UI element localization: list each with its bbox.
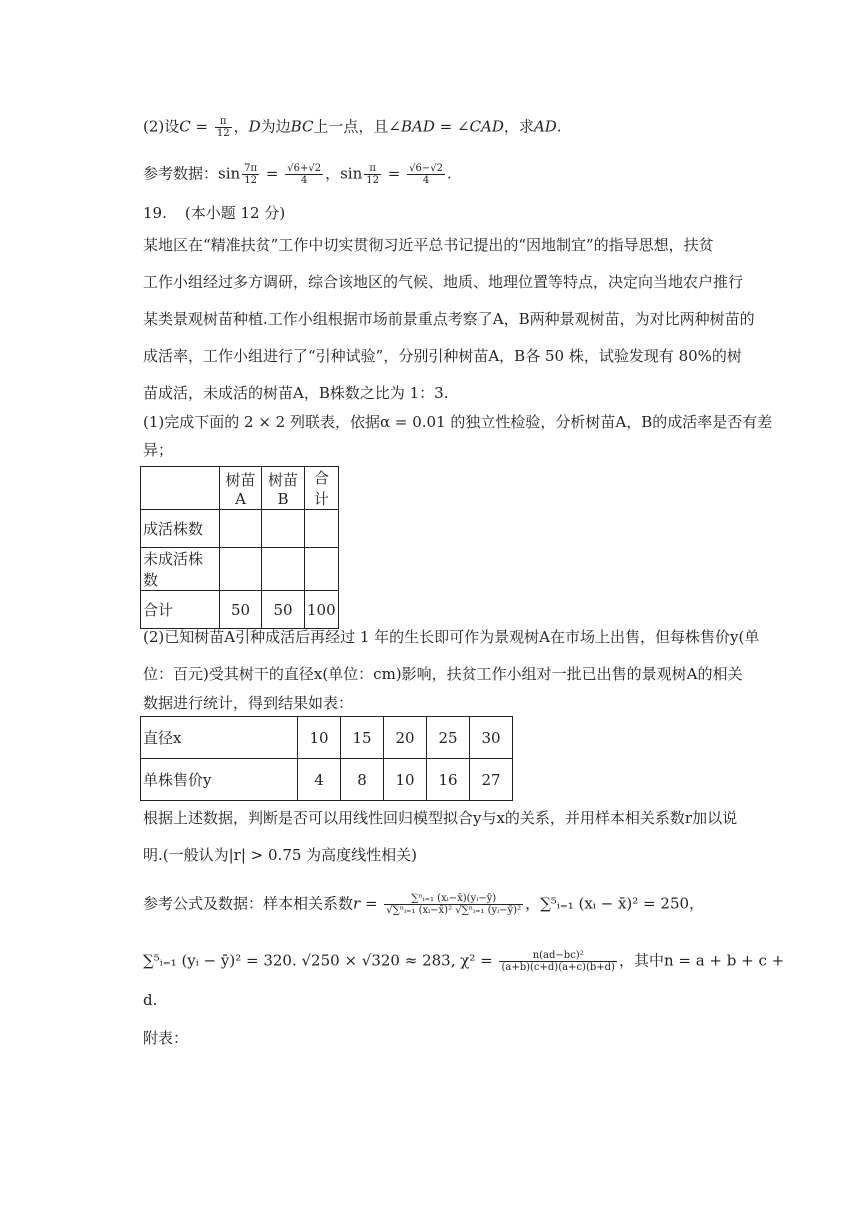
text: . [446,164,452,183]
part2-line: (2)已知树苗A引种成活后再经过 1 年的生长即可作为景观树A在市场上出售，但每株售价y(单 [143,628,760,646]
question-number: 19. [143,204,167,222]
text: 参考公式及数据：样本相关系数 [143,894,354,913]
text: = [261,164,284,183]
text: ，∑⁵ᵢ₌₁ (xᵢ − x̄)² = 250， [525,894,705,913]
denominator: (a+b)(c+d)(a+c)(b+d) [501,962,615,973]
numerator: n(ad−bc)² [499,950,616,962]
numerator: π [364,163,381,175]
text: 为边 [260,117,291,136]
part1-line: 异； [143,441,174,459]
q18-part2-line [143,116,562,139]
fraction [384,893,523,916]
appendix-label: 附表： [143,1029,189,1047]
table-cell: 树苗A [220,467,262,510]
formula-end: d. [143,991,158,1009]
math-var: CAD [469,117,504,136]
judge-line: 明.(一般认为|r| > 0.75 为高度线性相关) [143,846,418,864]
table-cell: 树苗B [262,467,305,510]
formula-line [143,893,704,916]
judge-line: 根据上述数据，判断是否可以用线性回归模型拟合y与x的关系，并用样本相关系数r加以说 [143,809,738,827]
denominator: 12 [216,128,230,139]
intro-line: 某地区在“精准扶贫”工作中切实贯彻习近平总书记提出的“因地制宜”的指导思想，扶贫 [143,236,714,254]
table-cell: 成活株数 [141,510,220,548]
table-cell: 100 [305,591,339,629]
text: = [382,164,406,183]
text: (2)设 [143,117,180,136]
table-cell: 20 [384,717,427,759]
table-cell: 50 [220,591,262,629]
part1-line: (1)完成下面的 2 × 2 列联表，依据α = 0.01 的独立性检验，分析树苗A，B的成活率是否有差 [143,413,773,431]
math-var: C [179,117,191,136]
table-cell: 8 [341,759,384,801]
part2-line: 位：百元)受其树干的直径x(单位：cm)影响，扶贫工作小组对一批已出售的景观树A的相关 [143,665,743,683]
table-cell: 50 [262,591,305,629]
table-row [141,717,513,759]
math-var: BAD [401,117,435,136]
table-cell: 10 [298,717,341,759]
table-cell: 合计 [305,467,339,510]
table-cell: 25 [427,717,470,759]
table-cell [305,510,339,548]
formula-line [143,950,784,973]
table-cell [141,467,220,510]
table-cell: 未成活株数 [141,548,220,591]
denominator: 4 [422,175,430,186]
intro-line: 工作小组经过多方调研，综合该地区的气候、地质、地理位置等特点，决定向当地农户推行 [143,273,744,291]
table-cell: 合计 [141,591,220,629]
fraction [407,163,445,186]
table-cell: 单株售价y [141,759,298,801]
table-cell [262,510,305,548]
table-cell [262,548,305,591]
fraction [215,116,232,139]
table-cell [220,510,262,548]
denominator: √∑ⁿᵢ₌₁ (xᵢ−x̄)² √∑ⁿᵢ₌₁ (yᵢ−ȳ)² [386,905,522,916]
table-cell [305,548,339,591]
numerator: 7π [244,163,258,174]
text: ∑⁵ᵢ₌₁ (yᵢ − ȳ)² = 320. √250 × √320 ≈ 283, χ² = [143,951,498,970]
fraction [242,163,259,186]
intro-line: 某类景观树苗种植.工作小组根据市场前景重点考察了A，B两种景观树苗，为对比两种树苗的 [143,310,755,328]
intro-line: 成活率，工作小组进行了“引种试验”，分别引种树苗A，B各 50 株，试验发现有 80%的树 [143,347,742,365]
table-row [141,591,339,629]
table-cell: 27 [470,759,513,801]
text: sin [218,164,241,183]
table-cell: 直径x [141,717,298,759]
diameter-price-table [140,716,513,801]
numerator: ∑ⁿᵢ₌₁ (xᵢ−x̄)(yᵢ−ȳ) [384,893,523,905]
table-row [141,510,339,548]
numerator: √6+√2 [287,163,322,174]
text: = [190,117,213,136]
math-var: D [248,117,261,136]
denominator: 12 [244,175,257,186]
text: ， [233,117,249,136]
text: 参考数据： [143,164,219,183]
reference-data-line [143,163,452,186]
table-cell [220,548,262,591]
numerator: √6−√2 [409,163,443,174]
table-row [141,467,339,510]
table-cell: 15 [341,717,384,759]
intro-line: 苗成活，未成活的树苗A，B株数之比为 1：3. [143,384,449,402]
contingency-table [140,466,339,629]
denominator: 12 [366,175,379,186]
fraction [285,163,323,186]
question-points: (本小题 12 分) [184,204,286,222]
denominator: 4 [300,175,308,186]
text: = ∠ [434,117,470,136]
table-cell: 4 [298,759,341,801]
question-19-header [143,203,285,223]
table-cell: 10 [384,759,427,801]
table-row [141,548,339,591]
fraction [364,163,381,186]
table-row [141,759,513,801]
math-var: AD [533,117,557,136]
table-cell: 16 [427,759,470,801]
math-var: BC [290,117,314,136]
text: ，求 [503,117,534,136]
text: ， [325,164,341,183]
text: ，其中n = a + b + c + [618,951,785,970]
fraction [499,950,616,973]
part2-line: 数据进行统计，得到结果如表： [143,694,354,712]
math-var: r = [353,894,383,913]
text: 上一点，且∠ [313,117,401,136]
table-cell: 30 [470,717,513,759]
numerator: π [215,116,232,128]
text: . [556,117,562,136]
text: sin [340,164,363,183]
